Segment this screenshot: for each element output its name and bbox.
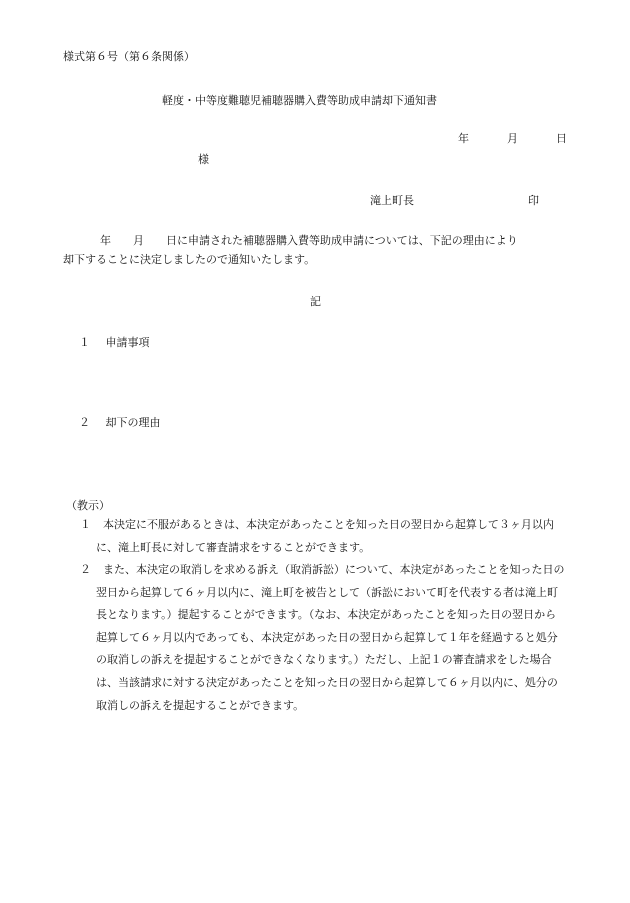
notice-item-2: [80, 559, 566, 717]
body-line-2: 却下することに決定しましたので通知いたします。: [63, 252, 316, 266]
notice-item-text: 本決定に不服があるときは、本決定があったことを知った日の翌日から起算して３ヶ月以内に、滝上町長に対して審査請求をすることができます。: [96, 518, 554, 554]
notice-item-number: １: [80, 518, 91, 531]
date-day-label: 日: [556, 132, 567, 145]
section-rejection-reason: [79, 414, 161, 430]
date-month-label: 月: [507, 132, 518, 145]
notice-item-1: [80, 514, 566, 559]
section-number: １: [79, 336, 90, 349]
ki-heading: 記: [310, 295, 321, 308]
seal-mark: 印: [528, 194, 539, 207]
addressee-suffix: 様: [198, 153, 209, 166]
body-text: [63, 232, 583, 269]
date-year-label: 年: [458, 132, 469, 145]
section-label: 申請事項: [105, 336, 150, 349]
section-application-items: [79, 334, 150, 350]
form-id: 様式第６号（第６条関係）: [63, 50, 195, 63]
notice-item-text: また、本決定の取消しを求める訴え（取消訴訟）について、本決定があったことを知った日の翌日から起算して６ヶ月以内に、滝上町を被告として（訴訟において町を代表する者は滝上町長となります。）提起することができます。（なお、本決定があったことを知った日の翌日から起算して６ヶ月以内であっても、本決定があった日の翌日から起算して１年を経過すると処分の取消しの訴えを提起することができなくなります。）ただし、上記１の審査請求をした場合は、当該請求に対する決定があったことを知った日の翌日から起算して６ヶ月以内に、処分の取消しの訴えを提起することができます。: [96, 563, 565, 712]
notice-item-number: ２: [80, 563, 91, 576]
section-number: ２: [79, 416, 90, 429]
body-line-1: 年 月 日に申請された補聴器購入費等助成申請については、下記の理由により: [100, 234, 518, 247]
notice-heading: （教示）: [66, 499, 110, 512]
sender-name: 滝上町長: [370, 194, 414, 207]
document-title: 軽度・中等度難聴児補聴器購入費等助成申請却下通知書: [162, 94, 437, 107]
section-label: 却下の理由: [105, 416, 161, 429]
